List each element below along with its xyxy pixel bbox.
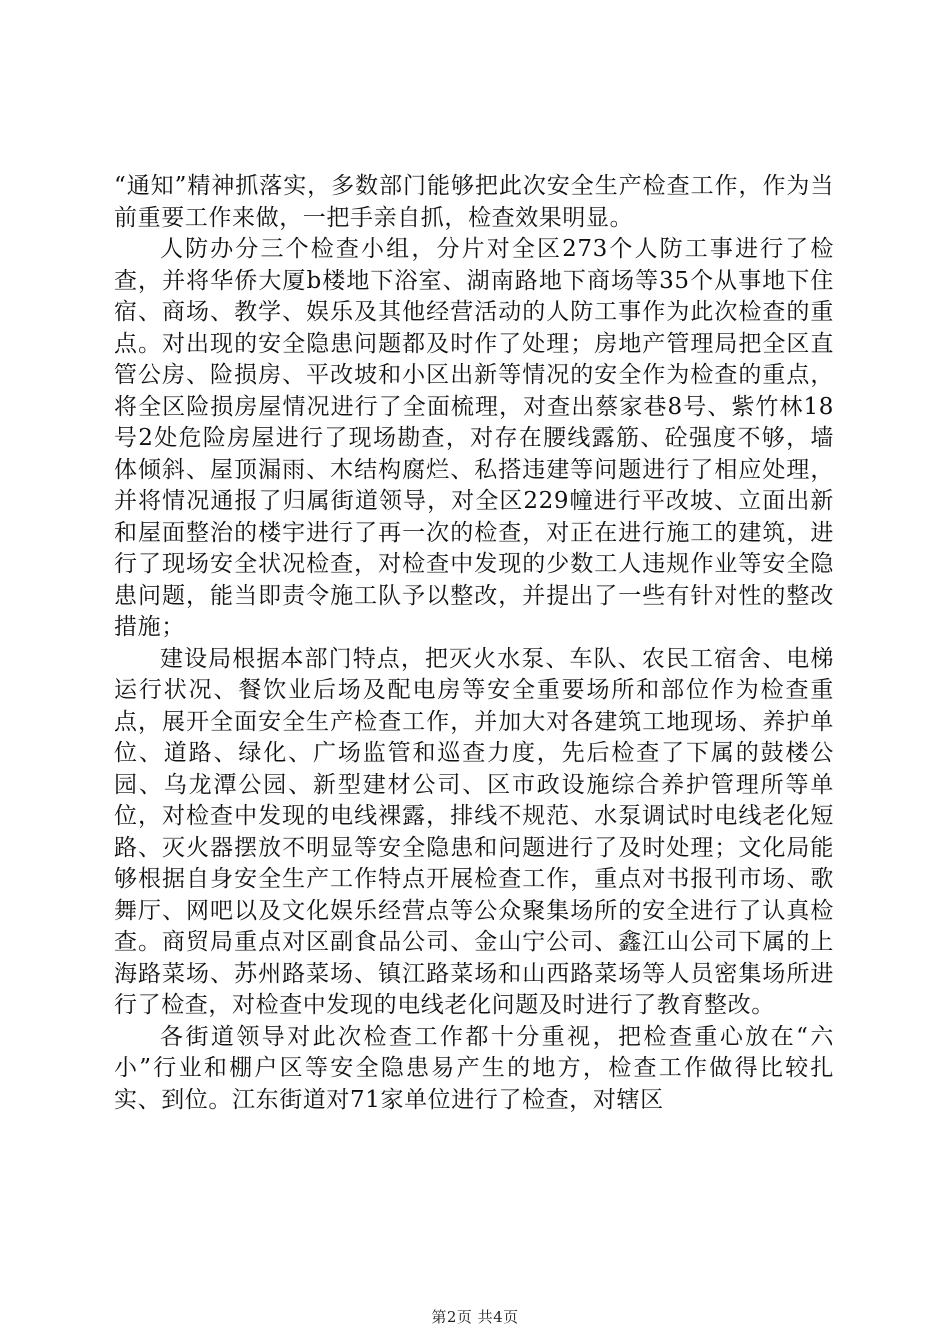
page-footer — [0, 1306, 950, 1327]
paragraph-construction-bureau: 建设局根据本部门特点，把灭火水泵、车队、农民工宿舍、电梯运行状况、餐饮业后场及配电房等安全重要场所和部位作为检查重点，展开全面安全生产检查工作，并加大对各建筑工地现场、养护单位、道路、绿化、广场监管和巡查力度，先后检查了下属的鼓楼公园、乌龙潭公园、新型建材公司、区市政设施综合养护管理所等单位，对检查中发现的电线裸露，排线不规范、水泵调试时电线老化短路、灭火器摆放不明显等安全隐患和问题进行了及时处理；文化局能够根据自身安全生产工作特点开展检查工作，重点对书报刊市场、歌舞厅、网吧以及文化娱乐经营点等公众聚集场所的安全进行了认真检查。商贸局重点对区副食品公司、金山宁公司、鑫江山公司下属的上海路菜场、苏州路菜场、镇江路菜场和山西路菜场等人员密集场所进行了检查，对检查中发现的电线老化问题及时进行了教育整改。 — [114, 645, 834, 1018]
paragraph-street-offices: 各街道领导对此次检查工作都十分重视，把检查重心放在“六小”行业和棚户区等安全隐患易产生的地方，检查工作做得比较扎实、到位。江东街道对71家单位进行了检查，对辖区 — [114, 1023, 834, 1113]
paragraph-continuation: “通知”精神抓落实，多数部门能够把此次安全生产检查工作，作为当前重要工作来做，一把手亲自抓，检查效果明显。 — [114, 173, 834, 231]
paragraph-civil-defense: 人防办分三个检查小组，分片对全区273个人防工事进行了检查，并将华侨大厦b楼地下浴室、湖南路地下商场等35个从事地下住宿、商场、教学、娱乐及其他经营活动的人防工事作为此次检查的重点。对出现的安全隐患问题都及时作了处理；房地产管理局把全区直管公房、险损房、平改坡和小区出新等情况的安全作为检查的重点，将全区险损房屋情况进行了全面梳理，对查出蔡家巷8号、紫竹林18号2处危险房屋进行了现场勘查，对存在腰线露筋、砼强度不够，墙体倾斜、屋顶漏雨、木结构腐烂、私搭违建等问题进行了相应处理，并将情况通报了归属街道领导，对全区229幢进行平改坡、立面出新和屋面整治的楼宇进行了再一次的检查，对正在进行施工的建筑，进行了现场安全状况检查，对检查中发现的少数工人违规作业等安全隐患问题，能当即责令施工队予以整改，并提出了一些有针对性的整改措施； — [114, 236, 834, 640]
document-body — [114, 171, 834, 1116]
page-number: 第2页 共4页 — [431, 1308, 519, 1326]
